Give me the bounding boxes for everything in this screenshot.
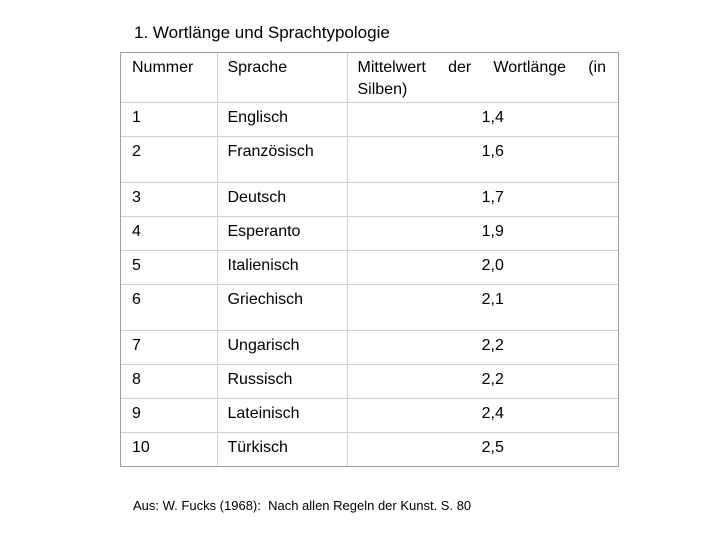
- table-row: [121, 217, 618, 251]
- cell-wert: 2,0: [347, 251, 618, 285]
- cell-sprache: Lateinisch: [217, 399, 347, 433]
- cell-wert: 2,2: [347, 331, 618, 365]
- cell-nummer: 3: [121, 183, 217, 217]
- cell-nummer: 4: [121, 217, 217, 251]
- cell-nummer: 9: [121, 399, 217, 433]
- cell-sprache: Italienisch: [217, 251, 347, 285]
- cell-nummer: 7: [121, 331, 217, 365]
- cell-sprache: Türkisch: [217, 433, 347, 467]
- cell-sprache: Ungarisch: [217, 331, 347, 365]
- cell-wert: 2,4: [347, 399, 618, 433]
- table-row: [121, 137, 618, 183]
- table-row: [121, 331, 618, 365]
- table-row: [121, 365, 618, 399]
- word-length-table: [120, 52, 619, 467]
- cell-nummer: 6: [121, 285, 217, 331]
- cell-wert: 1,6: [347, 137, 618, 183]
- cell-wert: 2,2: [347, 365, 618, 399]
- table-row: [121, 399, 618, 433]
- cell-nummer: 5: [121, 251, 217, 285]
- table-row: [121, 433, 618, 467]
- cell-wert: 2,1: [347, 285, 618, 331]
- cell-nummer: 2: [121, 137, 217, 183]
- cell-sprache: Esperanto: [217, 217, 347, 251]
- cell-sprache: Englisch: [217, 103, 347, 137]
- cell-wert: 1,4: [347, 103, 618, 137]
- header-row: [121, 53, 618, 103]
- table-row: [121, 285, 618, 331]
- table-row: [121, 251, 618, 285]
- cell-wert: 2,5: [347, 433, 618, 467]
- cell-sprache: Russisch: [217, 365, 347, 399]
- header-cell-nummer: Nummer: [132, 59, 194, 76]
- cell-sprache: Deutsch: [217, 183, 347, 217]
- cell-nummer: 8: [121, 365, 217, 399]
- cell-nummer: 10: [121, 433, 217, 467]
- data-table: [121, 53, 618, 466]
- cell-wert: 1,7: [347, 183, 618, 217]
- header-cell-mittelwert: Mittelwert der Wortlänge (in Silben): [347, 53, 618, 103]
- cell-sprache: Griechisch: [217, 285, 347, 331]
- cell-wert: 1,9: [347, 217, 618, 251]
- source-citation: Aus: W. Fucks (1968): Nach allen Regeln der Kunst. S. 80: [133, 498, 472, 513]
- cell-nummer: 1: [121, 103, 217, 137]
- slide-title: 1. Wortlänge und Sprachtypologie: [134, 23, 390, 42]
- table-row: [121, 183, 618, 217]
- table-row: [121, 103, 618, 137]
- header-cell-sprache: Sprache: [217, 53, 347, 103]
- cell-sprache: Französisch: [217, 137, 347, 183]
